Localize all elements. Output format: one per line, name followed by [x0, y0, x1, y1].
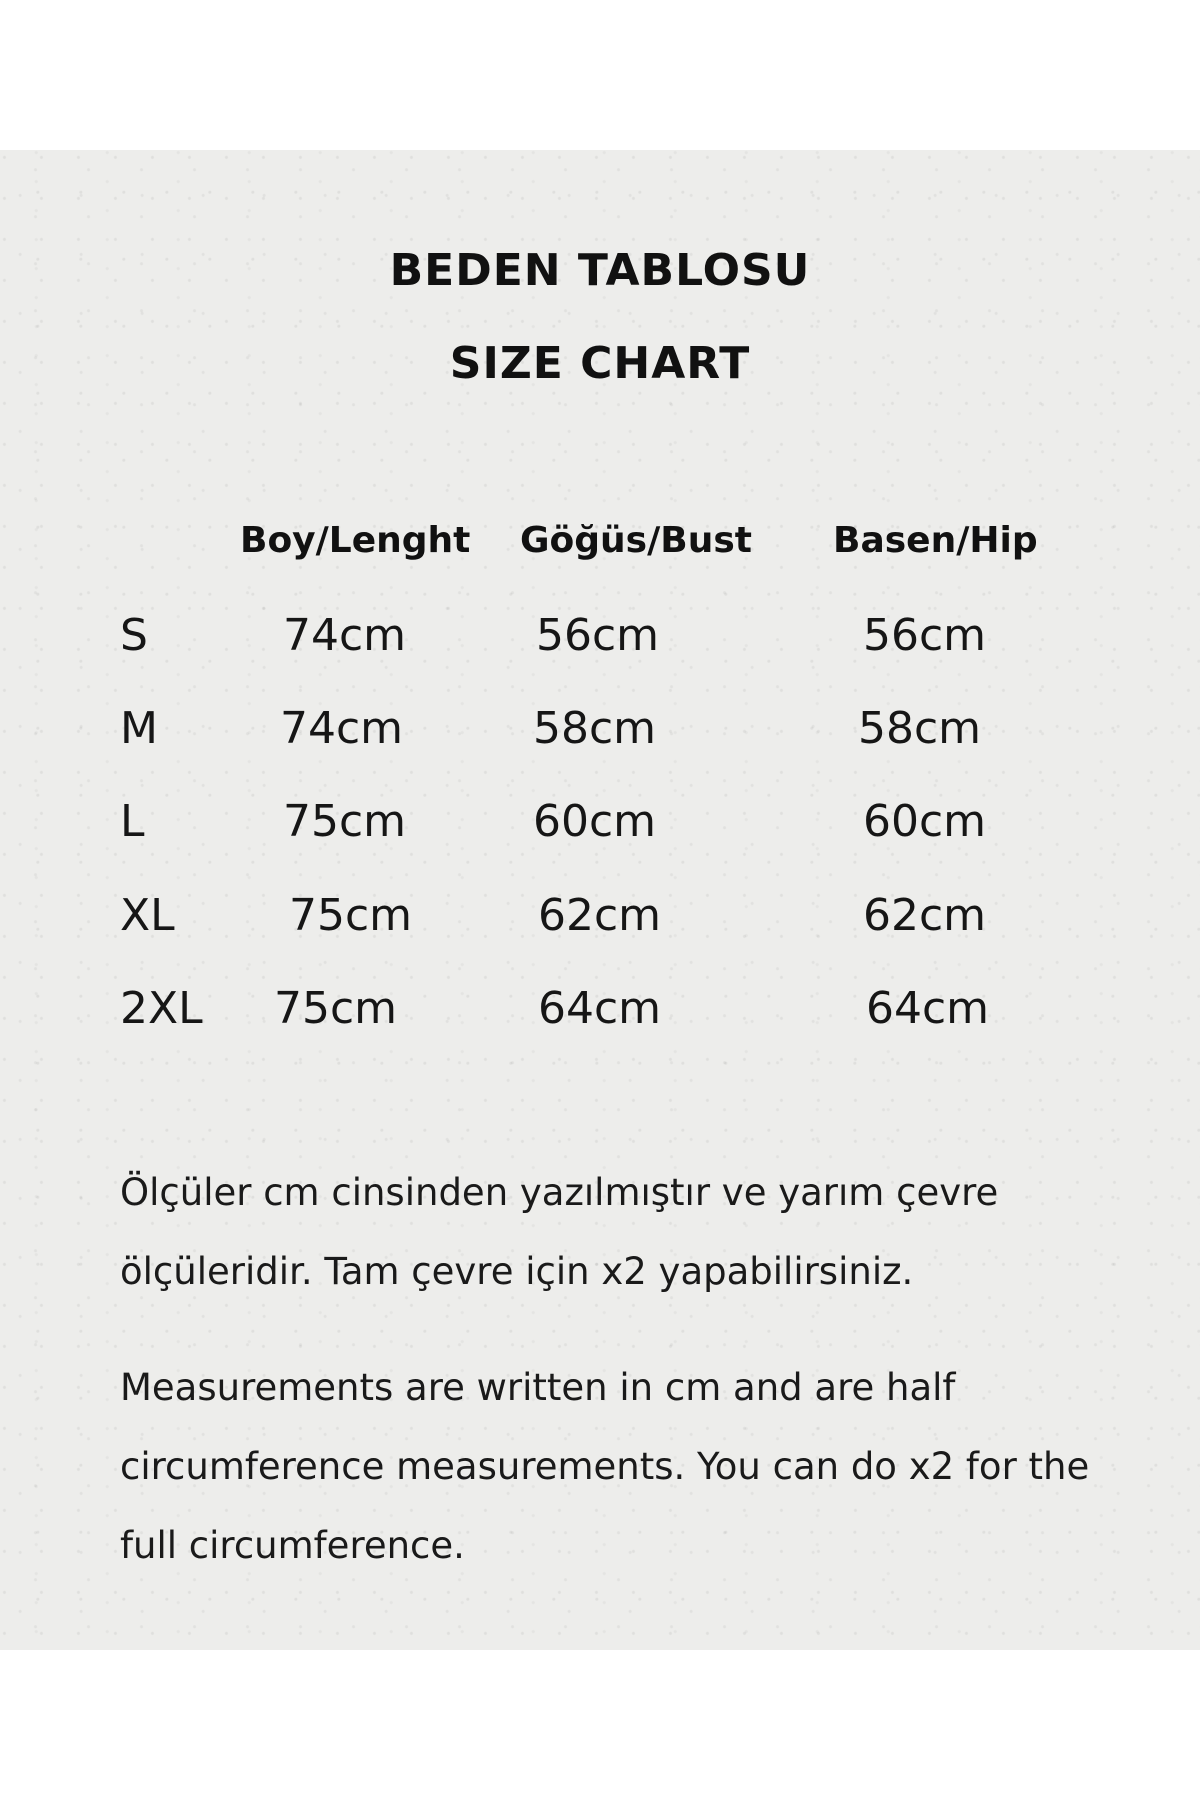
hip-value: 64cm: [866, 983, 990, 1034]
size-label: S: [120, 610, 148, 661]
length-value: 75cm: [289, 890, 413, 941]
bust-value: 56cm: [536, 610, 660, 661]
size-label: XL: [120, 890, 175, 941]
hip-value: 58cm: [858, 703, 982, 754]
title-english: SIZE CHART: [449, 338, 751, 389]
header-length: Boy/Lenght: [240, 520, 471, 561]
length-value: 74cm: [283, 610, 407, 661]
header-hip: Basen/Hip: [833, 520, 1038, 561]
table-row: [0, 610, 1200, 670]
note-turkish: Ölçüler cm cinsinden yazılmıştır ve yarım çevre ölçüleridir. Tam çevre için x2 yapabilirsiniz.: [120, 1171, 999, 1293]
table-row: [0, 983, 1200, 1043]
hip-value: 56cm: [863, 610, 987, 661]
title-turkish: BEDEN TABLOSU: [389, 245, 811, 296]
size-label: M: [120, 703, 158, 754]
length-value: 74cm: [280, 703, 404, 754]
bust-value: 60cm: [533, 796, 657, 847]
table-row: [0, 890, 1200, 950]
size-label: L: [120, 796, 145, 847]
size-label: 2XL: [120, 983, 203, 1034]
hip-value: 60cm: [863, 796, 987, 847]
hip-value: 62cm: [863, 890, 987, 941]
bust-value: 58cm: [533, 703, 657, 754]
note-english: Measurements are written in cm and are half circumference measurements. You can do x2 for the full circumference.: [120, 1366, 1090, 1567]
length-value: 75cm: [274, 983, 398, 1034]
bust-value: 62cm: [538, 890, 662, 941]
table-row: [0, 703, 1200, 763]
length-value: 75cm: [283, 796, 407, 847]
header-bust: Göğüs/Bust: [520, 520, 752, 561]
table-row: [0, 796, 1200, 856]
bust-value: 64cm: [538, 983, 662, 1034]
